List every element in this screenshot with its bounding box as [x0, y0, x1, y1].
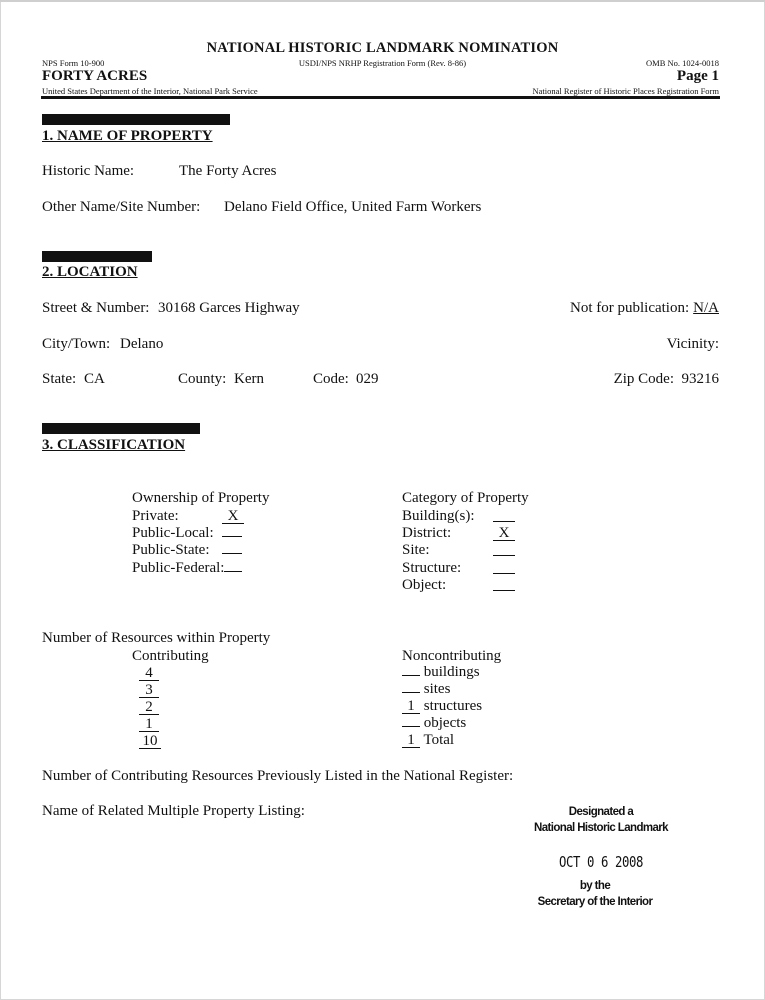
noncontributing-total-count: 1 — [402, 733, 420, 748]
section-1-bar — [42, 114, 230, 125]
section-3-heading: 3. CLASSIFICATION — [42, 437, 186, 453]
historic-name-label: Historic Name: — [42, 163, 135, 179]
category-district-label: District: — [402, 525, 452, 541]
category-object-label: Object: — [402, 577, 447, 593]
ownership-public-local-label: Public-Local: — [132, 525, 214, 541]
department-line: United States Department of the Interior, National Park Service — [42, 86, 258, 96]
category-structure-mark — [493, 573, 515, 574]
ownership-public-federal-label: Public-Federal: — [132, 560, 225, 576]
county-label: County: — [178, 371, 227, 387]
ownership-private-label: Private: — [132, 508, 179, 524]
stamp-line-1: Designated a — [568, 806, 634, 818]
noncontributing-buildings-count — [402, 675, 420, 676]
zip-label: Zip Code: — [613, 371, 674, 387]
not-for-publication — [570, 300, 719, 317]
other-name-value: Delano Field Office, United Farm Workers — [224, 199, 482, 215]
form-name: USDI/NPS NRHP Registration Form (Rev. 8-86) — [298, 58, 467, 68]
noncontributing-sites — [402, 681, 450, 698]
category-site-label: Site: — [402, 542, 430, 558]
not-for-publication-value: N/A — [693, 300, 719, 316]
category-object-mark — [493, 590, 515, 591]
property-name-header: FORTY ACRES — [42, 68, 148, 84]
county-value: Kern — [234, 371, 264, 387]
noncontributing-structures-count: 1 — [402, 699, 420, 714]
noncontributing-total — [402, 732, 454, 749]
category-site-mark — [493, 555, 515, 556]
ownership-public-federal-mark — [224, 571, 242, 572]
state-label: State: — [42, 371, 77, 387]
state-value: CA — [84, 371, 105, 387]
code-label: Code: — [313, 371, 349, 387]
stamp-line-2: National Historic Landmark — [534, 822, 668, 834]
other-name-label: Other Name/Site Number: — [42, 199, 201, 215]
street-value: 30168 Garces Highway — [158, 300, 300, 316]
ownership-private-mark: X — [222, 509, 244, 524]
section-2-heading: 2. LOCATION — [42, 264, 138, 280]
form-number: NPS Form 10-900 — [42, 58, 105, 68]
zip-code — [614, 371, 719, 388]
historic-name-value: The Forty Acres — [179, 163, 277, 179]
category-district-mark: X — [493, 526, 515, 541]
ownership-public-state-label: Public-State: — [132, 542, 210, 558]
top-edge-line — [0, 0, 765, 2]
noncontributing-heading: Noncontributing — [402, 648, 502, 664]
code-value: 029 — [356, 371, 379, 387]
contributing-buildings-count: 4 — [139, 666, 159, 681]
category-buildings-label: Building(s): — [402, 508, 475, 524]
category-structure-label: Structure: — [402, 560, 462, 576]
noncontributing-objects — [402, 715, 466, 732]
ownership-heading: Ownership of Property — [132, 490, 270, 506]
vicinity-label: Vicinity: — [666, 336, 719, 352]
contributing-objects-count: 1 — [139, 717, 159, 732]
contributing-heading: Contributing — [132, 648, 209, 664]
contributing-structures-count: 2 — [139, 700, 159, 715]
related-listing-label: Name of Related Multiple Property Listing: — [42, 803, 305, 819]
omb-number: OMB No. 1024-0018 — [646, 58, 719, 68]
page-number: Page 1 — [676, 68, 719, 84]
stamp-date: OCT 0 6 2008 — [559, 853, 643, 871]
noncontributing-structures-label: structures — [423, 698, 483, 714]
category-heading: Category of Property — [402, 490, 529, 506]
noncontributing-objects-label: objects — [423, 715, 467, 731]
contributing-total-count: 10 — [139, 734, 161, 749]
zip-value: 93216 — [681, 371, 719, 387]
form-title: NATIONAL HISTORIC LANDMARK NOMINATION — [206, 40, 559, 56]
noncontributing-objects-count — [402, 726, 420, 727]
resources-heading: Number of Resources within Property — [42, 630, 271, 646]
section-3-bar — [42, 423, 200, 434]
city-value: Delano — [120, 336, 164, 352]
section-2-bar — [42, 251, 152, 262]
not-for-publication-label: Not for publication: — [570, 300, 690, 316]
section-1-heading: 1. NAME OF PROPERTY — [42, 128, 213, 144]
header-rule — [41, 96, 720, 99]
noncontributing-total-label: Total — [423, 732, 455, 748]
stamp-line-4: Secretary of the Interior — [537, 896, 653, 908]
noncontributing-sites-count — [402, 692, 420, 693]
register-line: National Register of Historic Places Registration Form — [532, 86, 719, 96]
stamp-line-3: by the — [579, 880, 611, 892]
noncontributing-buildings — [402, 664, 480, 681]
street-label: Street & Number: — [42, 300, 150, 316]
contributing-sites-count: 3 — [139, 683, 159, 698]
ownership-public-state-mark — [222, 553, 242, 554]
noncontributing-structures — [402, 698, 482, 715]
category-buildings-mark — [493, 521, 515, 522]
noncontributing-buildings-label: buildings — [423, 664, 480, 680]
ownership-public-local-mark — [222, 536, 242, 537]
noncontributing-sites-label: sites — [423, 681, 451, 697]
previously-listed-label: Number of Contributing Resources Previously Listed in the National Register: — [42, 768, 514, 784]
city-label: City/Town: — [42, 336, 111, 352]
